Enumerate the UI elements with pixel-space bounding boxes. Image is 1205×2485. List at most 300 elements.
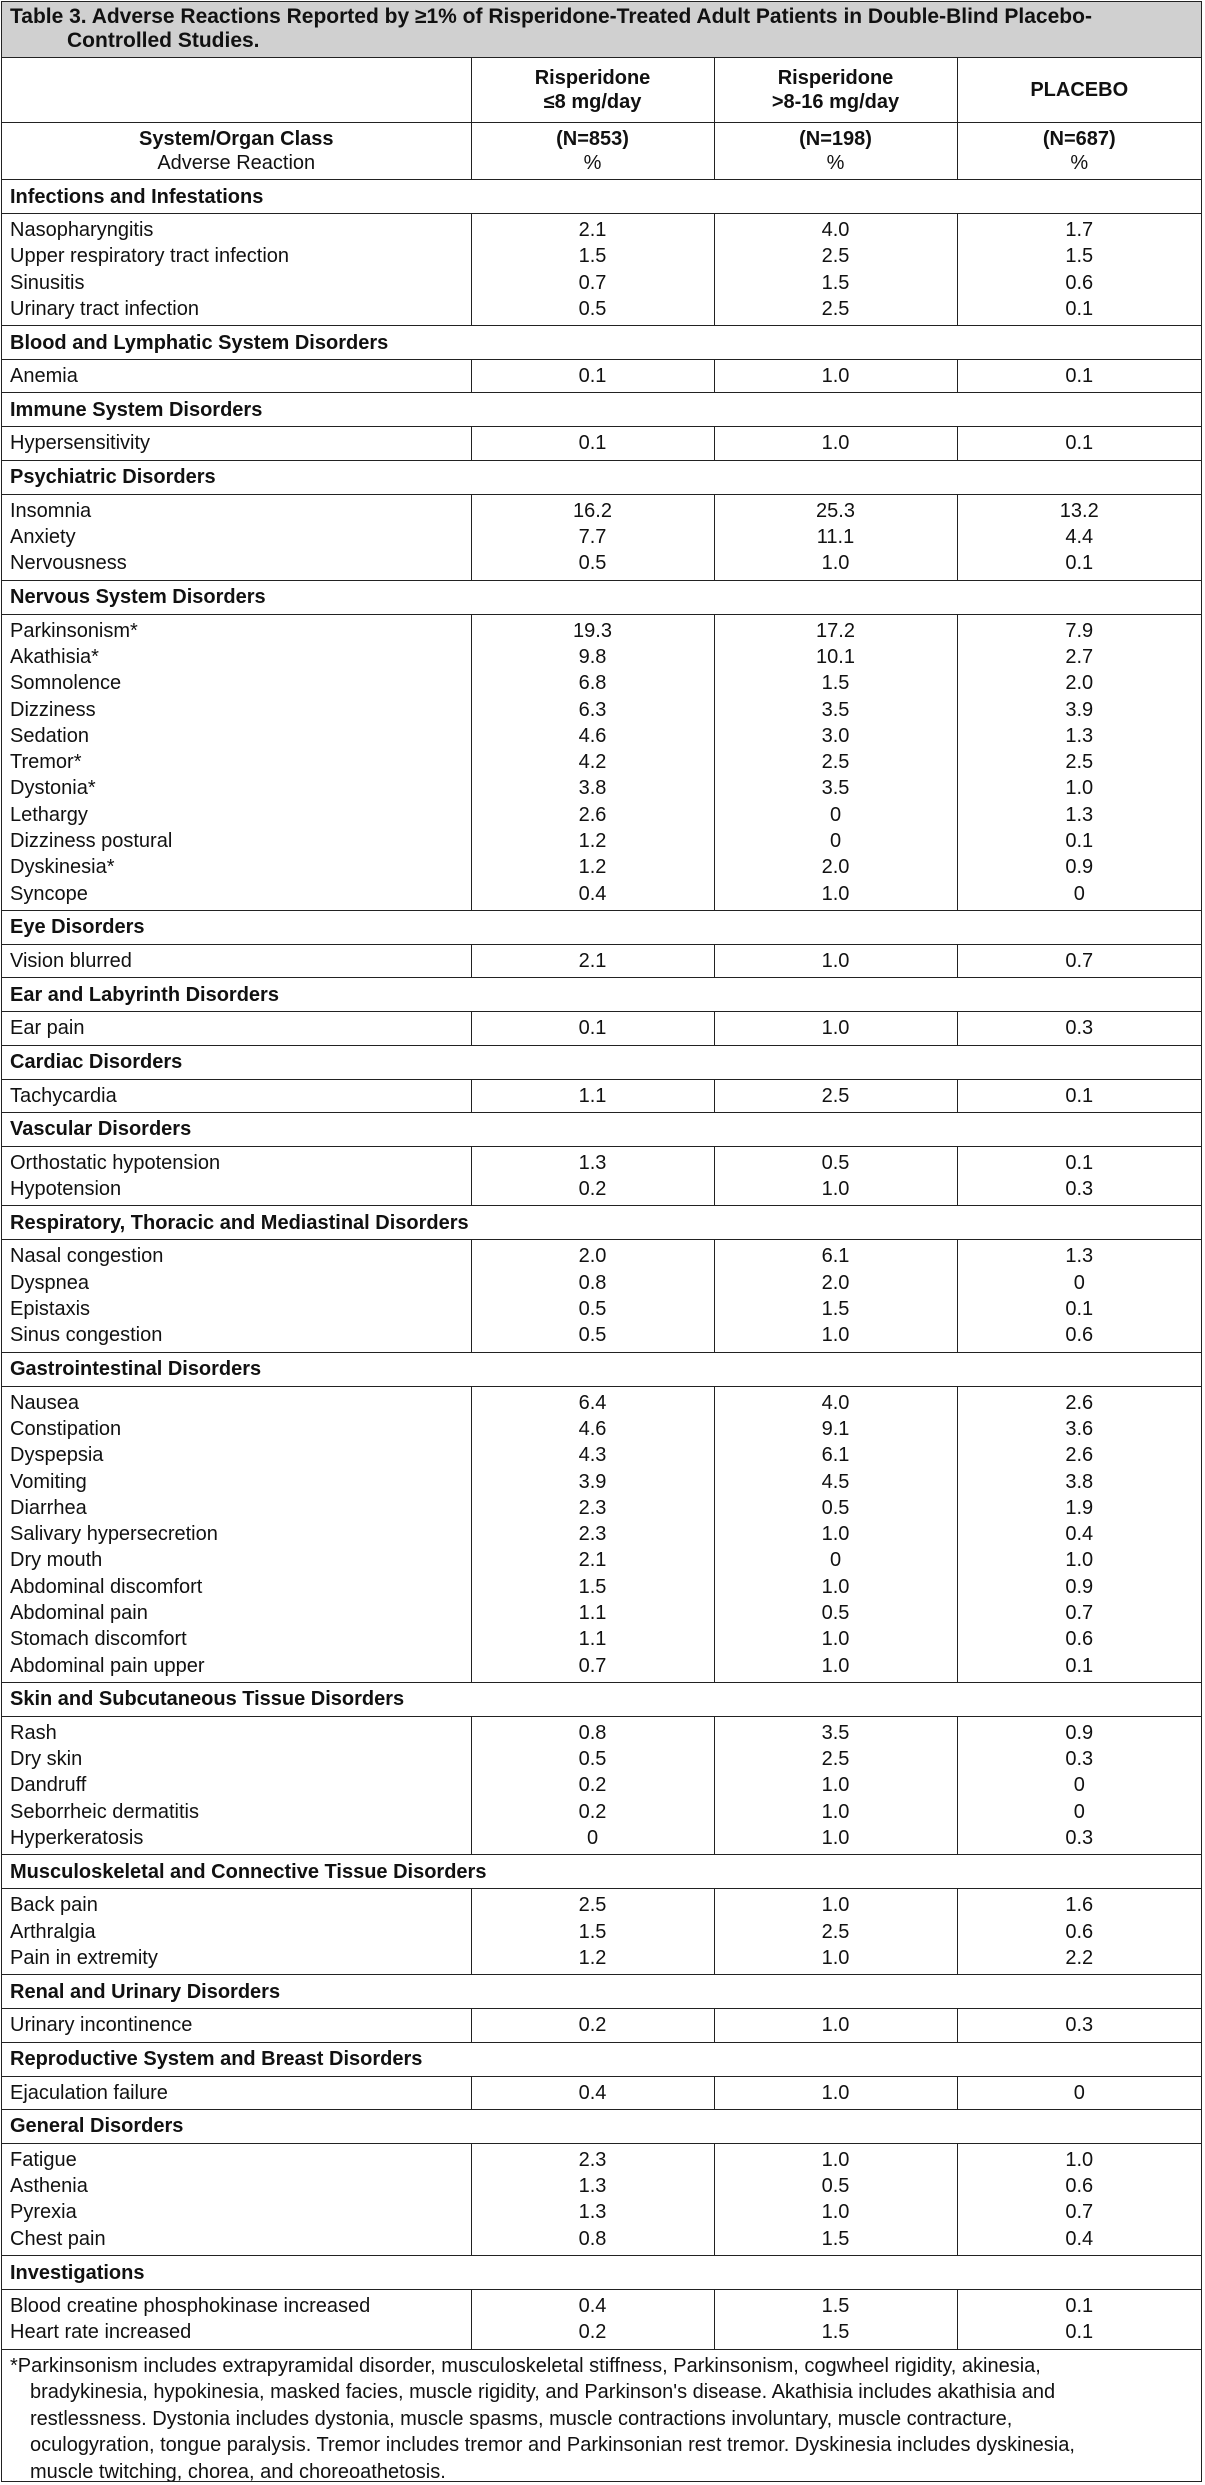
column-subheader-row	[2, 123, 1201, 180]
adverse-reaction-cell	[2, 1889, 471, 1975]
adverse-reaction-label: Adverse Reaction	[157, 152, 316, 174]
percent-cell	[471, 1012, 714, 1045]
percent-value: 1.5	[821, 2321, 850, 2344]
percent-value: 0.4	[578, 882, 607, 905]
section-header-row	[2, 1352, 1201, 1386]
adverse-reaction-name: Dyspnea	[10, 1271, 89, 1294]
adverse-reaction-name: Upper respiratory tract infection	[10, 245, 290, 268]
percent-value: 0	[829, 1549, 842, 1572]
percent-value: 1.0	[1065, 1549, 1094, 1572]
percent-cell	[957, 1889, 1201, 1975]
column-header-line: ≤8 mg/day	[543, 91, 642, 113]
percent-value: 6.3	[578, 698, 607, 721]
percent-value: 0.3	[1065, 1827, 1094, 1850]
adverse-reaction-cell	[2, 2290, 471, 2350]
adverse-reaction-name: Blood creatine phosphokinase increased	[10, 2295, 371, 2318]
adverse-reaction-cell	[2, 2076, 471, 2109]
percent-value: 0.5	[578, 552, 607, 575]
percent-value: 2.5	[821, 1748, 850, 1771]
percent-value: 4.5	[821, 1470, 850, 1493]
adverse-reaction-name: Urinary tract infection	[10, 297, 199, 320]
adverse-reaction-name: Constipation	[10, 1417, 122, 1440]
adverse-reaction-name: Diarrhea	[10, 1496, 87, 1519]
adverse-reaction-name: Hyperkeratosis	[10, 1827, 144, 1850]
percent-cell	[714, 1146, 957, 1206]
percent-value: 2.5	[1065, 751, 1094, 774]
percent-value: 0.5	[821, 2175, 850, 2198]
adverse-reaction-cell	[2, 944, 471, 977]
section-name: Investigations	[2, 2256, 1201, 2290]
percent-value: 0.2	[578, 1774, 607, 1797]
adverse-reaction-name: Seborrheic dermatitis	[10, 1800, 199, 1823]
percent-value: 2.0	[578, 1245, 607, 1268]
section-name: Respiratory, Thoracic and Mediastinal Disorders	[2, 1206, 1201, 1240]
percent-value: 0.6	[1065, 2175, 1094, 2198]
percent-value: 1.0	[1065, 2148, 1094, 2171]
percent-value: 2.3	[578, 1523, 607, 1546]
percent-cell	[714, 1079, 957, 1112]
percent-value: 1.1	[578, 1628, 607, 1651]
percent-value: 0.1	[1065, 1151, 1094, 1174]
section-name: Renal and Urinary Disorders	[2, 1975, 1201, 2009]
percent-value: 2.5	[821, 297, 850, 320]
percent-value: 1.5	[578, 1575, 607, 1598]
percent-value: 1.0	[821, 1800, 850, 1823]
column-header-line: >8-16 mg/day	[771, 91, 900, 113]
percent-value: 0.2	[578, 1800, 607, 1823]
percent-cell	[471, 1146, 714, 1206]
percent-value: 1.7	[1065, 219, 1094, 241]
sample-size: (N=853)	[556, 128, 629, 150]
percent-cell	[714, 2143, 957, 2255]
table-footnote	[2, 2350, 1201, 2482]
percent-value: 0.7	[578, 271, 607, 294]
adverse-reaction-name: Arthralgia	[10, 1920, 96, 1943]
percent-value: 0	[1073, 1800, 1085, 1823]
adverse-reaction-name: Insomnia	[10, 499, 92, 522]
percent-cell	[714, 1012, 957, 1045]
percent-value: 1.0	[821, 1946, 850, 1969]
table-title-line-2: Controlled Studies.	[67, 29, 260, 52]
section-name: Gastrointestinal Disorders	[2, 1352, 1201, 1386]
adverse-reaction-name: Nervousness	[10, 552, 127, 575]
adverse-reaction-name: Heart rate increased	[10, 2321, 192, 2344]
adverse-reaction-cell	[2, 1240, 471, 1352]
adverse-reactions-table-document	[1, 1, 1202, 2482]
percent-value: 1.2	[578, 830, 607, 853]
percent-value: 0.6	[1065, 271, 1094, 294]
percent-value: 3.9	[1065, 698, 1094, 721]
percent-value: 7.9	[1065, 619, 1094, 642]
percent-value: 1.0	[821, 1523, 850, 1546]
percent-value: 1.0	[821, 1654, 850, 1677]
section-header-row	[2, 1855, 1201, 1889]
adverse-reaction-name: Dystonia*	[10, 777, 96, 800]
adverse-reaction-name: Vision blurred	[10, 949, 132, 972]
percent-value: 0.7	[1065, 1601, 1094, 1624]
percent-value: 1.0	[821, 1575, 850, 1598]
column-header-placebo	[957, 58, 1201, 123]
adverse-reaction-name: Akathisia*	[10, 645, 99, 668]
section-data-row	[2, 1386, 1201, 1682]
percent-value: 0.1	[1065, 830, 1094, 853]
percent-value: 0.1	[1065, 2295, 1094, 2318]
percent-value: 0.5	[578, 297, 607, 320]
percent-value: 1.3	[578, 1151, 607, 1174]
section-header-row	[2, 1682, 1201, 1716]
percent-value: 0.4	[578, 2295, 607, 2318]
section-name: Immune System Disorders	[2, 393, 1201, 427]
percent-cell	[471, 2009, 714, 2042]
percent-value: 1.0	[821, 1894, 850, 1917]
percent-value: 1.9	[1065, 1496, 1094, 1519]
section-data-row	[2, 1079, 1201, 1112]
percent-value: 0.1	[578, 1017, 607, 1040]
percent-value: 1.5	[1065, 245, 1094, 268]
percent-value: 2.3	[578, 2148, 607, 2171]
section-data-row	[2, 1889, 1201, 1975]
section-data-row	[2, 2009, 1201, 2042]
percent-value: 0.1	[1065, 1298, 1094, 1321]
percent-value: 2.6	[1065, 1444, 1094, 1467]
percent-value: 2.1	[578, 1549, 607, 1572]
adverse-reaction-name: Abdominal discomfort	[10, 1575, 203, 1598]
column-header-line: Risperidone	[777, 67, 894, 89]
section-data-row	[2, 2143, 1201, 2255]
section-data-row	[2, 614, 1201, 910]
adverse-reaction-name: Sinus congestion	[10, 1324, 163, 1347]
percent-cell	[957, 1079, 1201, 1112]
percent-cell	[957, 1012, 1201, 1045]
percent-value: 2.5	[821, 751, 850, 774]
adverse-reaction-name: Syncope	[10, 882, 88, 905]
adverse-reaction-name: Nasopharyngitis	[10, 219, 154, 241]
section-header-row	[2, 580, 1201, 614]
adverse-reaction-name: Chest pain	[10, 2227, 106, 2250]
percent-value: 0.4	[1065, 2227, 1094, 2250]
section-data-row	[2, 1240, 1201, 1352]
percent-value: 0.3	[1065, 2014, 1094, 2037]
footnote-line: oculogyration, tongue paralysis. Tremor includes tremor and Parkinsonian rest tremor. Dyskinesia includes dyskinesia,	[30, 2434, 1075, 2457]
percent-value: 0.6	[1065, 1324, 1094, 1347]
section-name: Musculoskeletal and Connective Tissue Disorders	[2, 1855, 1201, 1889]
percent-value: 2.0	[1065, 672, 1094, 695]
percent-value: 1.5	[821, 672, 850, 695]
percent-value: 1.0	[821, 552, 850, 575]
percent-value: 1.0	[821, 1774, 850, 1797]
adverse-reaction-cell	[2, 214, 471, 326]
percent-cell	[957, 2009, 1201, 2042]
percent-value: 0.5	[578, 1324, 607, 1347]
percent-cell	[471, 494, 714, 580]
percent-value: 0.3	[1065, 1748, 1094, 1771]
percent-cell	[957, 614, 1201, 910]
row-header-label	[2, 123, 471, 180]
section-name: Vascular Disorders	[2, 1112, 1201, 1146]
percent-value: 25.3	[816, 499, 855, 522]
percent-value: 0.1	[1065, 432, 1094, 455]
adverse-reaction-name: Abdominal pain	[10, 1601, 148, 1624]
percent-cell	[957, 1146, 1201, 1206]
adverse-reaction-name: Stomach discomfort	[10, 1628, 187, 1651]
percent-value: 1.0	[821, 2201, 850, 2224]
percent-cell	[471, 360, 714, 393]
percent-value: 1.3	[578, 2175, 607, 2198]
percent-value: 1.5	[821, 2295, 850, 2318]
percent-value: 0.2	[578, 1178, 607, 1201]
section-header-row	[2, 1975, 1201, 2009]
adverse-reaction-name: Tachycardia	[10, 1084, 117, 1107]
adverse-reaction-name: Lethargy	[10, 803, 88, 826]
section-name: General Disorders	[2, 2109, 1201, 2143]
adverse-reaction-name: Vomiting	[10, 1470, 87, 1493]
percent-value: 2.5	[821, 1084, 850, 1107]
sample-size: (N=687)	[1042, 128, 1116, 150]
table-body	[2, 180, 1201, 2350]
sample-size: (N=198)	[799, 128, 872, 150]
percent-cell	[471, 1240, 714, 1352]
percent-value: 1.0	[821, 949, 850, 972]
percent-value: 0.3	[1065, 1178, 1094, 1201]
percent-value: 1.0	[821, 1827, 850, 1850]
adverse-reaction-cell	[2, 1012, 471, 1045]
section-name: Skin and Subcutaneous Tissue Disorders	[2, 1682, 1201, 1716]
percent-cell	[714, 214, 957, 326]
percent-cell	[957, 2076, 1201, 2109]
percent-cell	[957, 2143, 1201, 2255]
percent-cell	[714, 944, 957, 977]
percent-value: 3.8	[1065, 1470, 1094, 1493]
percent-value: 13.2	[1059, 499, 1099, 522]
percent-value: 1.6	[1065, 1894, 1094, 1917]
percent-cell	[471, 2143, 714, 2255]
adverse-reaction-name: Orthostatic hypotension	[10, 1151, 221, 1174]
percent-value: 0.9	[1065, 1575, 1094, 1598]
percent-value: 1.1	[578, 1601, 607, 1624]
section-data-row	[2, 494, 1201, 580]
percent-value: 0.1	[1065, 365, 1094, 388]
adverse-reaction-name: Sinusitis	[10, 271, 85, 294]
adverse-reaction-name: Fatigue	[10, 2148, 77, 2171]
column-n-risperidone-low	[471, 123, 714, 180]
percent-value: 17.2	[816, 619, 855, 642]
percent-value: 2.6	[578, 803, 607, 826]
adverse-reactions-table	[2, 58, 1201, 2350]
adverse-reaction-cell	[2, 1146, 471, 1206]
section-data-row	[2, 2076, 1201, 2109]
percent-value: 1.0	[821, 432, 850, 455]
percent-cell	[714, 1889, 957, 1975]
percent-value: 1.3	[578, 2201, 607, 2224]
percent-value: 2.5	[821, 245, 850, 268]
column-header-risperidone-low	[471, 58, 714, 123]
percent-value: 3.8	[578, 777, 607, 800]
section-name: Eye Disorders	[2, 910, 1201, 944]
header-blank-cell	[2, 58, 471, 123]
adverse-reaction-cell	[2, 1386, 471, 1682]
section-name: Psychiatric Disorders	[2, 460, 1201, 494]
percent-value: 3.6	[1065, 1417, 1094, 1440]
percent-value: 1.5	[821, 1298, 850, 1321]
percent-value: 0.7	[578, 1654, 607, 1677]
percent-value: 3.5	[821, 698, 850, 721]
percent-cell	[714, 427, 957, 460]
percent-value: 0	[829, 830, 842, 853]
percent-value: 1.3	[1065, 1245, 1094, 1268]
percent-value: 2.0	[821, 1271, 850, 1294]
footnote-line: bradykinesia, hypokinesia, masked facies, muscle rigidity, and Parkinson's disease. Akathisia includes akathisia and	[30, 2381, 1056, 2404]
percent-value: 2.3	[578, 1496, 607, 1519]
percent-value: 0.8	[578, 2227, 607, 2250]
percent-value: 2.1	[578, 949, 607, 972]
section-data-row	[2, 360, 1201, 393]
adverse-reaction-name: Ejaculation failure	[10, 2081, 168, 2104]
column-header-row	[2, 58, 1201, 123]
adverse-reaction-name: Anxiety	[10, 526, 76, 549]
percent-value: 19.3	[573, 619, 612, 642]
percent-value: 11.1	[816, 526, 855, 549]
percent-value: 1.0	[821, 2081, 850, 2104]
percent-cell	[957, 1240, 1201, 1352]
percent-value: 1.2	[578, 1946, 607, 1969]
percent-value: 0.6	[1065, 1628, 1094, 1651]
section-header-row	[2, 326, 1201, 360]
percent-cell	[471, 1716, 714, 1854]
adverse-reaction-name: Anemia	[10, 365, 78, 388]
section-header-row	[2, 910, 1201, 944]
percent-cell	[957, 1716, 1201, 1854]
adverse-reaction-name: Epistaxis	[10, 1298, 91, 1321]
percent-value: 0.1	[1065, 552, 1094, 575]
percent-cell	[957, 1386, 1201, 1682]
percent-value: 2.6	[1065, 1391, 1094, 1414]
percent-value: 0.3	[1065, 1017, 1094, 1040]
percent-cell	[714, 614, 957, 910]
adverse-reaction-cell	[2, 360, 471, 393]
percent-value: 0.9	[1065, 1721, 1094, 1744]
percent-cell	[471, 1889, 714, 1975]
percent-value: 0.1	[578, 365, 607, 388]
section-data-row	[2, 944, 1201, 977]
system-organ-class-label: System/Organ Class	[138, 128, 334, 150]
percent-value: 1.5	[821, 271, 850, 294]
adverse-reaction-name: Tremor*	[10, 751, 82, 774]
percent-cell	[471, 427, 714, 460]
section-name: Blood and Lymphatic System Disorders	[2, 326, 1201, 360]
percent-cell	[957, 2290, 1201, 2350]
percent-cell	[714, 1386, 957, 1682]
adverse-reaction-name: Ear pain	[10, 1017, 85, 1040]
adverse-reaction-name: Rash	[10, 1721, 57, 1744]
percent-cell	[714, 360, 957, 393]
adverse-reaction-name: Dry skin	[10, 1748, 83, 1771]
percent-value: 1.0	[821, 1178, 850, 1201]
percent-value: 0.6	[1065, 1920, 1094, 1943]
percent-value: 6.8	[578, 672, 607, 695]
percent-value: 0	[1073, 2081, 1085, 2104]
adverse-reaction-cell	[2, 1716, 471, 1854]
percent-cell	[471, 614, 714, 910]
percent-value: 0.7	[1065, 949, 1094, 972]
percent-value: 3.5	[821, 1721, 850, 1744]
percent-value: 2.5	[578, 1894, 607, 1917]
percent-value: 1.0	[821, 365, 850, 388]
percent-value: 3.5	[821, 777, 850, 800]
section-header-row	[2, 460, 1201, 494]
section-header-row	[2, 180, 1201, 214]
section-header-row	[2, 1206, 1201, 1240]
adverse-reaction-name: Back pain	[10, 1894, 98, 1917]
section-header-row	[2, 978, 1201, 1012]
percent-value: 0.1	[578, 432, 607, 455]
percent-value: 4.2	[578, 751, 607, 774]
column-n-placebo	[957, 123, 1201, 180]
adverse-reaction-name: Dizziness	[10, 698, 96, 721]
percent-value: 1.3	[1065, 803, 1094, 826]
percent-unit: %	[583, 152, 602, 174]
section-data-row	[2, 2290, 1201, 2350]
section-header-row	[2, 2109, 1201, 2143]
percent-value: 1.5	[578, 245, 607, 268]
adverse-reaction-name: Dandruff	[10, 1774, 87, 1797]
percent-cell	[471, 1386, 714, 1682]
percent-value: 9.8	[578, 645, 607, 668]
percent-value: 1.2	[578, 856, 607, 879]
percent-value: 0.5	[578, 1298, 607, 1321]
percent-value: 0.4	[1065, 1523, 1094, 1546]
adverse-reaction-cell	[2, 1079, 471, 1112]
percent-value: 0.1	[1065, 2321, 1094, 2344]
footnote-line: muscle twitching, chorea, and choreoathetosis.	[30, 2460, 446, 2482]
adverse-reaction-name: Dyspepsia	[10, 1444, 104, 1467]
adverse-reaction-name: Asthenia	[10, 2175, 88, 2198]
percent-value: 0.5	[821, 1601, 850, 1624]
percent-value: 6.1	[821, 1245, 850, 1268]
section-header-row	[2, 2042, 1201, 2076]
section-name: Nervous System Disorders	[2, 580, 1201, 614]
percent-value: 0.4	[578, 2081, 607, 2104]
percent-value: 10.1	[816, 645, 855, 668]
percent-value: 0.9	[1065, 856, 1094, 879]
percent-cell	[471, 214, 714, 326]
adverse-reaction-name: Dry mouth	[10, 1549, 103, 1572]
column-n-risperidone-high	[714, 123, 957, 180]
adverse-reaction-name: Nasal congestion	[10, 1245, 164, 1268]
adverse-reaction-name: Hypotension	[10, 1178, 122, 1201]
adverse-reaction-cell	[2, 614, 471, 910]
table-title-line-1: Table 3. Adverse Reactions Reported by ≥1% of Risperidone-Treated Adult Patients in Double-Blind Placebo-	[10, 5, 1092, 28]
percent-value: 0.1	[1065, 1654, 1094, 1677]
percent-cell	[471, 2290, 714, 2350]
section-name: Infections and Infestations	[2, 180, 1201, 214]
section-name: Cardiac Disorders	[2, 1045, 1201, 1079]
adverse-reaction-name: Nausea	[10, 1391, 79, 1414]
percent-cell	[957, 944, 1201, 977]
adverse-reaction-name: Abdominal pain upper	[10, 1654, 205, 1677]
percent-value: 2.7	[1065, 645, 1094, 668]
percent-value: 1.5	[578, 1920, 607, 1943]
percent-value: 0	[586, 1827, 599, 1850]
percent-value: 0.5	[821, 1151, 850, 1174]
column-header-line: PLACEBO	[1030, 79, 1129, 101]
percent-value: 7.7	[578, 526, 607, 549]
percent-cell	[714, 2076, 957, 2109]
percent-value: 0.8	[578, 1721, 607, 1744]
percent-value: 1.1	[578, 1084, 607, 1107]
percent-value: 16.2	[573, 499, 612, 522]
adverse-reaction-name: Dyskinesia*	[10, 856, 115, 879]
adverse-reaction-name: Pain in extremity	[10, 1946, 158, 1969]
